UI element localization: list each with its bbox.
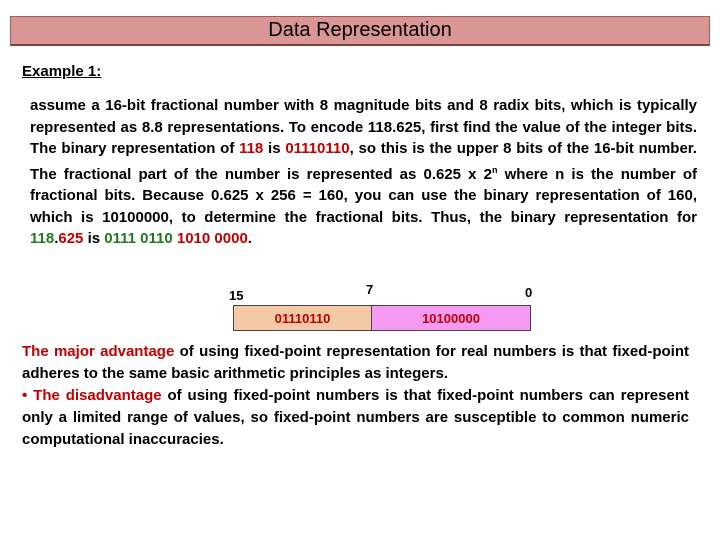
disadvantage-heading: • The disadvantage — [22, 387, 162, 404]
highlight-0110: 0110 — [140, 230, 173, 247]
superscript-n: n — [491, 164, 498, 175]
bit-label-15: 15 — [229, 288, 244, 303]
highlight-118: 118 — [239, 140, 264, 157]
text-run: is — [83, 230, 105, 247]
example-paragraph — [22, 95, 697, 250]
title-bar — [10, 16, 710, 46]
highlight-118-integer: 118 — [30, 230, 55, 247]
text-run: where n is the number of fractional bits. Because 0.625 x 256 = 160, you can use the binary representation of 160, which is 10100000, to determine the fractional bits. Thus, the binary representation for — [30, 165, 697, 226]
integer-bits-box — [233, 305, 372, 331]
advantage-heading: The major advantage — [22, 343, 175, 360]
highlight-1010: 1010 — [176, 230, 211, 247]
text-run: assume a 16-bit fractional number with 8 magnitude bits and 8 radix bits, which is typically represented as 8.8 representations. To encode 118.625, first find the value of the integer bits. The binary representation of — [30, 97, 697, 157]
example-heading: Example 1: — [22, 63, 102, 80]
fraction-bits-box — [371, 305, 531, 331]
highlight-0000: 0000 — [214, 230, 248, 247]
bit-label-7: 7 — [366, 282, 374, 297]
highlight-625: 625 — [58, 230, 84, 247]
bit-label-0: 0 — [525, 285, 533, 300]
disadvantage-text: of using fixed-point numbers is that fixed-point numbers can represent only a limited range of values, so fixed-point numbers are susceptible to common numeric computational inaccuracies. — [22, 387, 689, 448]
text-run: . — [247, 230, 252, 247]
advantages-paragraph — [22, 341, 689, 451]
text-run: . — [54, 230, 59, 247]
text-run: , so this is the upper 8 bits of the 16-bit number. The fractional part of the number is represented as 0.625 x 2 — [30, 140, 697, 183]
highlight-binary-118: 01110110 — [285, 140, 350, 157]
fraction-bits-value: 10100000 — [422, 310, 480, 326]
text-run: is — [263, 140, 286, 157]
page-title: Data Representation — [268, 19, 452, 41]
highlight-0111: 0111 — [104, 230, 136, 247]
advantage-text: of using fixed-point representation for real numbers is that fixed-point adheres to the same basic arithmetic principles as integers. — [22, 343, 689, 382]
integer-bits-value: 01110110 — [274, 310, 331, 326]
